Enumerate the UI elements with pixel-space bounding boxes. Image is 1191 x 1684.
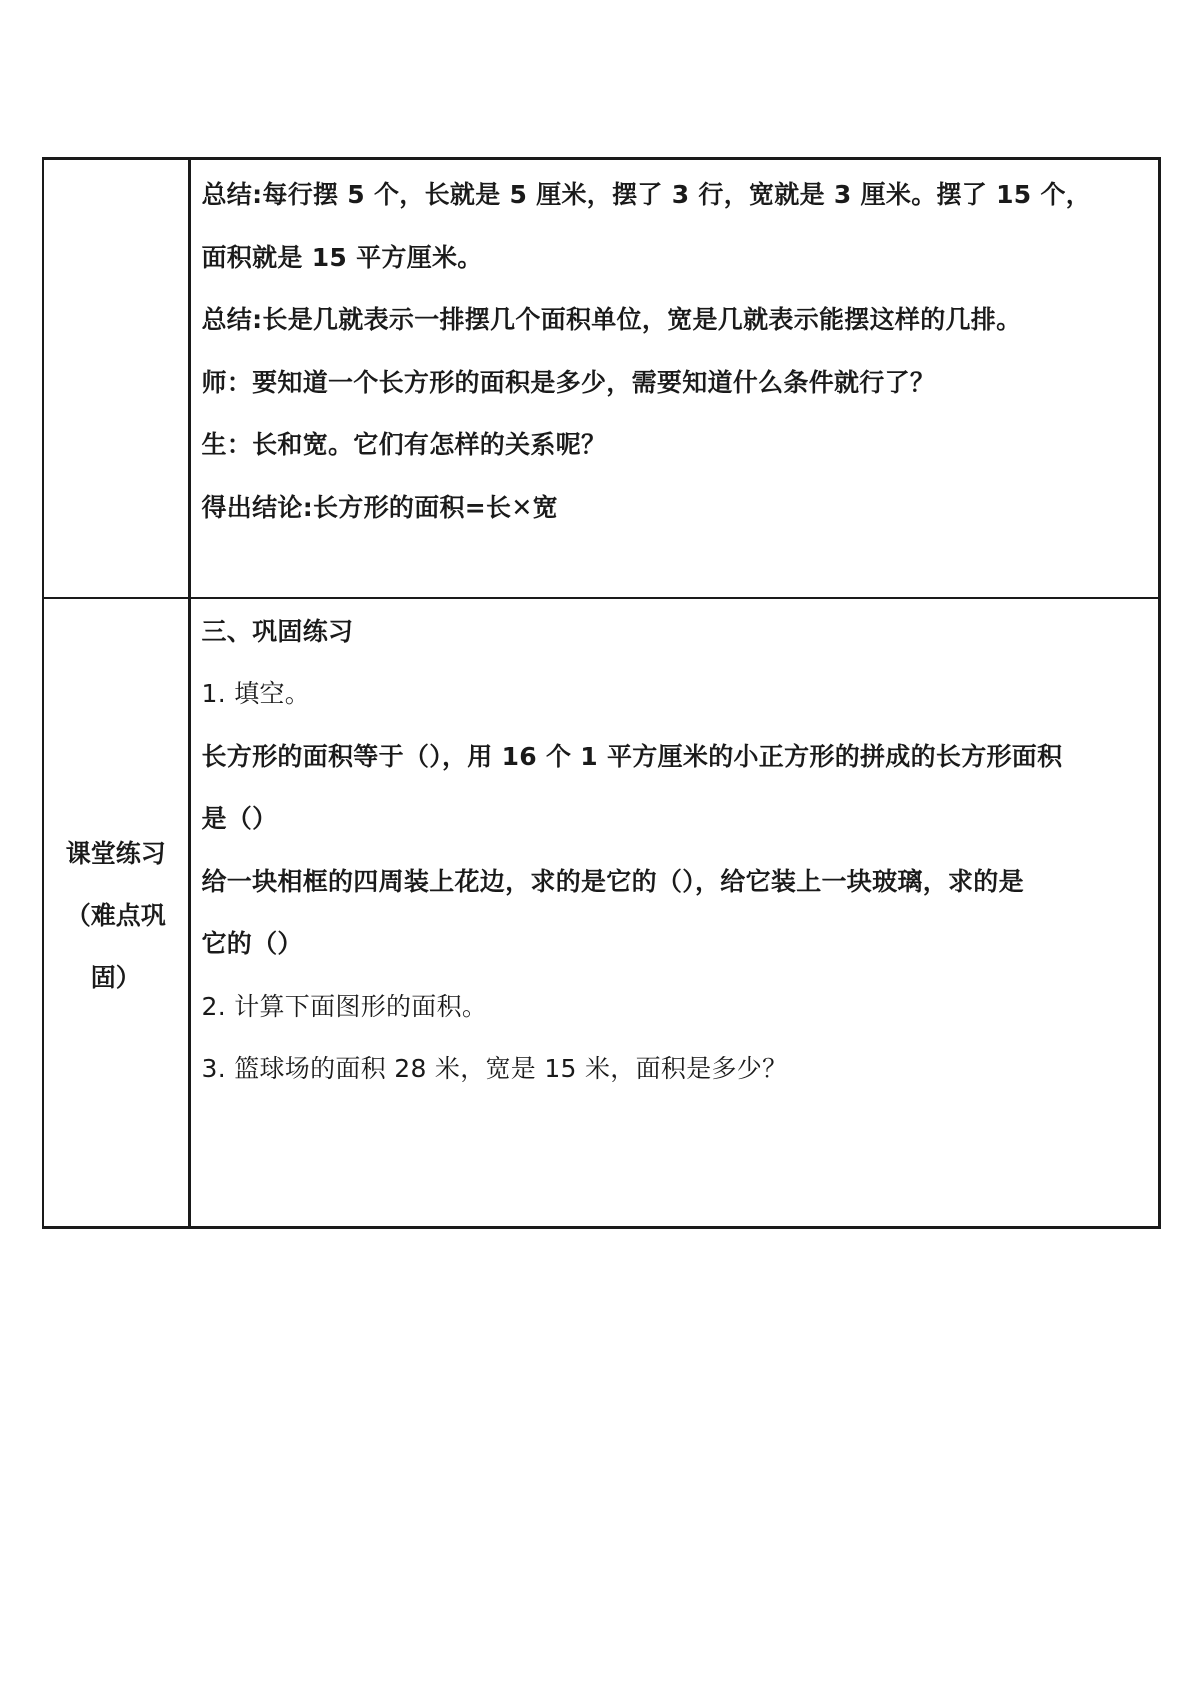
- row-label-cell: [43, 598, 189, 1228]
- conclusion-line: 得出结论:长方形的面积=长✕宽: [201, 492, 558, 522]
- exercise-1-text-b: 是（）: [201, 804, 278, 833]
- exercise-1-title: 1. 填空。: [201, 679, 311, 708]
- row-label-cell: [43, 159, 189, 598]
- exercise-2: 2. 计算下面图形的面积。: [201, 991, 488, 1021]
- row-content-cell: [189, 598, 1159, 1228]
- exercise-1-text-a: 长方形的面积等于（），用 16 个 1 平方厘米的小正方形的拼成的长方形面积: [201, 741, 1063, 771]
- summary-line-1: 总结:每行摆 5 个，长就是 5 厘米，摆了 3 行，宽就是 3 厘米。摆了 15 个，: [201, 180, 1092, 209]
- exercise-1-text-d: 它的（）: [201, 929, 303, 958]
- section-label-line-1: 课堂练习: [65, 839, 166, 869]
- summary-line-3: 总结:长是几就表示一排摆几个面积单位，宽是几就表示能摆这样的几排。: [201, 305, 1022, 334]
- lesson-table: [42, 157, 1161, 1229]
- section-label-line-2: （难点巩: [65, 901, 166, 931]
- student-answer: 生：长和宽。它们有怎样的关系呢？: [201, 430, 607, 459]
- table-row: [43, 598, 1159, 1228]
- row-content-cell: [189, 159, 1159, 598]
- summary-line-2: 面积就是 15 平方厘米。: [201, 242, 483, 272]
- exercise-1-text-c: 给一块相框的四周装上花边，求的是它的（），给它装上一块玻璃，求的是: [201, 866, 1024, 896]
- table-row: [43, 159, 1159, 598]
- section-heading: 三、巩固练习: [201, 616, 354, 646]
- section-label: [44, 823, 188, 1009]
- exercise-3: 3. 篮球场的面积 28 米，宽是 15 米，面积是多少？: [201, 1054, 788, 1083]
- section-label-line-3: 固）: [90, 963, 141, 993]
- teacher-question: 师：要知道一个长方形的面积是多少，需要知道什么条件就行了？: [201, 367, 936, 397]
